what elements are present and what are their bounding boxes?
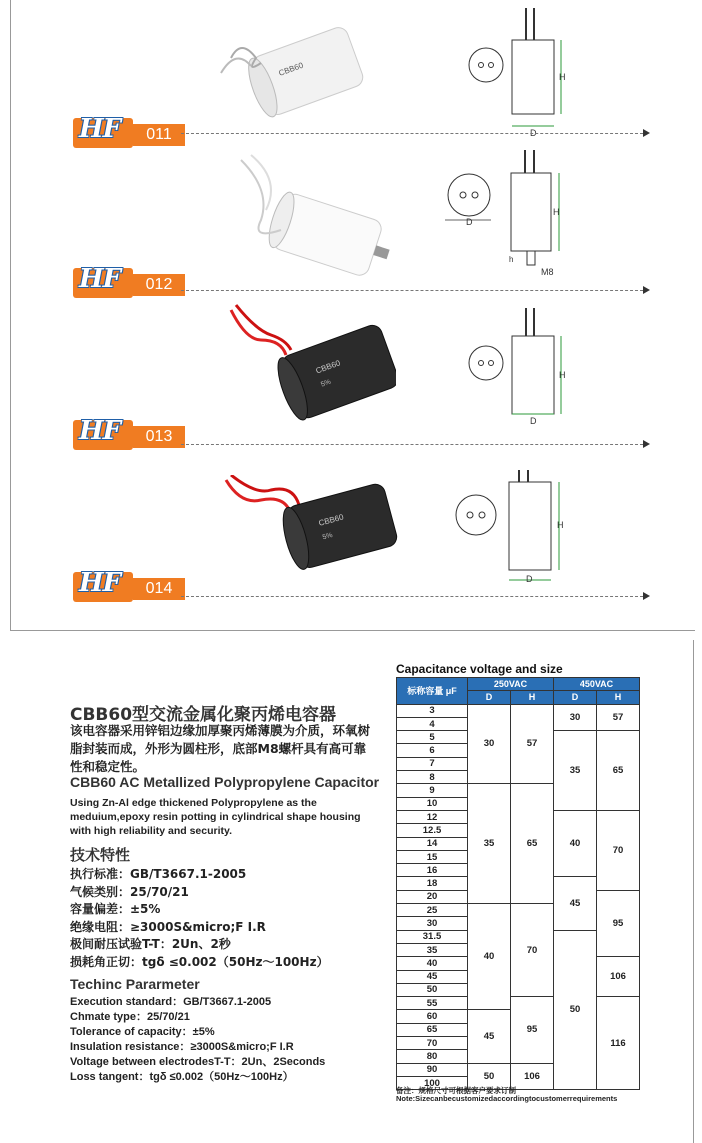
d250-cell: 45 <box>468 1010 511 1063</box>
capacitance-cell: 35 <box>397 943 468 956</box>
spec-line: Voltage between electrodesT-T：2Un、2Seconds <box>70 1056 326 1069</box>
h250-cell: 65 <box>511 784 554 904</box>
capacitance-cell: 5 <box>397 731 468 744</box>
dimension-drawing-012 <box>441 150 641 290</box>
capacitance-cell: 12.5 <box>397 824 468 837</box>
model-badge: HF 011 <box>73 118 183 148</box>
capacitor-photo-011 <box>201 18 371 138</box>
svg-text:5%: 5% <box>321 531 334 542</box>
svg-text:D: D <box>526 574 533 584</box>
capacitance-cell: 20 <box>397 890 468 903</box>
capacitance-cell: 45 <box>397 970 468 983</box>
capacitance-cell: 16 <box>397 864 468 877</box>
spec-line: 极间耐压试验T-T：2Un、2秒 <box>70 937 231 952</box>
title-cn: CBB60型交流金属化聚丙烯电容器 <box>70 705 337 725</box>
capacitance-cell: 6 <box>397 744 468 757</box>
d250-cell: 35 <box>468 784 511 904</box>
model-badge: HF 013 <box>73 420 183 450</box>
svg-text:H: H <box>557 520 564 530</box>
d450-cell: 40 <box>554 810 597 876</box>
capacitance-cell: 50 <box>397 983 468 996</box>
capacitance-cell: 60 <box>397 1010 468 1023</box>
h250-cell: 95 <box>511 997 554 1063</box>
capacitance-cell: 31.5 <box>397 930 468 943</box>
capacitance-cell: 65 <box>397 1023 468 1036</box>
svg-text:H: H <box>559 370 566 380</box>
spec-line: Insulation resistance：≥3000S&micro;F I.R <box>70 1041 294 1054</box>
note-en: Note:Sizecanbecustomizedaccordingtocustomerrequirements <box>396 1094 618 1103</box>
dim-d-label: D <box>530 128 537 138</box>
capacitor-photo-014 <box>221 475 401 585</box>
dimension-drawing-013 <box>461 308 661 438</box>
svg-text:M8: M8 <box>541 267 554 277</box>
d450-cell: 45 <box>554 877 597 930</box>
h450-cell: 65 <box>597 731 640 811</box>
model-badge: HF 012 <box>73 268 183 298</box>
d250-cell: 50 <box>468 1063 511 1090</box>
d450-cell: 30 <box>554 704 597 731</box>
header-capacitance: 标称容量 μF <box>397 678 468 705</box>
divider-line <box>181 444 643 445</box>
header-h: H <box>597 691 640 704</box>
svg-text:CBB60: CBB60 <box>314 358 342 376</box>
svg-text:h: h <box>509 255 514 264</box>
svg-text:CBB60: CBB60 <box>317 512 345 528</box>
spec-line: Tolerance of capacity：±5% <box>70 1026 215 1039</box>
h250-cell: 70 <box>511 904 554 997</box>
body-en: Using Zn-Al edge thickened Polypropylene as the meduium,epoxy resin potting in cylindrical shape housing with high reliability and security. <box>70 797 361 837</box>
spec-line: 气候类别：25/70/21 <box>70 884 189 899</box>
capacitor-photo-012 <box>221 150 391 280</box>
model-badge: HF 014 <box>73 572 183 602</box>
capacitance-cell: 18 <box>397 877 468 890</box>
tech-specs-en <box>70 995 325 1086</box>
capacitance-cell: 14 <box>397 837 468 850</box>
capacitance-cell: 90 <box>397 1063 468 1076</box>
svg-text:CBB60: CBB60 <box>277 60 305 78</box>
body-cn: 该电容器采用锌铝边缘加厚聚丙烯薄膜为介质，环氧树脂封装而成，外形为圆柱形，底部M8螺杆具有高可靠性和稳定性。 <box>70 723 371 774</box>
capacitance-cell: 80 <box>397 1050 468 1063</box>
product-panel <box>10 0 695 631</box>
capacitance-cell: 40 <box>397 957 468 970</box>
h450-cell: 57 <box>597 704 640 731</box>
arrow-icon <box>643 440 650 448</box>
capacitance-cell: 25 <box>397 904 468 917</box>
capacitance-cell: 55 <box>397 997 468 1010</box>
capacitance-cell: 7 <box>397 757 468 770</box>
note-cn: 备注：规格尺寸可根据客户要求订制 <box>396 1086 516 1095</box>
spec-line: 执行标准：GB/T3667.1-2005 <box>70 867 247 881</box>
capacitance-cell: 3 <box>397 704 468 717</box>
divider-line <box>181 290 643 291</box>
h450-cell: 106 <box>597 957 640 997</box>
capacitance-cell: 70 <box>397 1037 468 1050</box>
capacitance-cell: 100 <box>397 1076 468 1089</box>
arrow-icon <box>643 286 650 294</box>
spec-line: 损耗角正切：tgδ ≤0.002（50Hz～100Hz） <box>70 954 329 969</box>
header-250v: 250VAC <box>468 678 554 691</box>
d450-cell: 50 <box>554 930 597 1090</box>
spec-line: Execution standard：GB/T3667.1-2005 <box>70 996 272 1008</box>
divider-line <box>181 133 643 134</box>
table-title: Capacitance voltage and size <box>396 662 563 676</box>
svg-text:H: H <box>553 207 560 217</box>
svg-text:5%: 5% <box>320 378 332 389</box>
spec-line: 绝缘电阻：≥3000S&micro;F I.R <box>70 919 266 934</box>
capacitance-cell: 9 <box>397 784 468 797</box>
h450-cell: 95 <box>597 890 640 956</box>
tech-heading-cn: 技术特性 <box>70 846 131 864</box>
tech-specs-cn <box>70 866 329 972</box>
d450-cell: 35 <box>554 731 597 811</box>
header-d: D <box>554 691 597 704</box>
capacitance-cell: 30 <box>397 917 468 930</box>
frame-line <box>693 640 694 1143</box>
capacitance-cell: 15 <box>397 850 468 863</box>
d250-cell: 40 <box>468 904 511 1010</box>
capacitance-cell: 8 <box>397 771 468 784</box>
title-en: CBB60 AC Metallized Polypropylene Capacitor <box>70 774 380 790</box>
svg-text:D: D <box>466 217 473 227</box>
capacitance-cell: 4 <box>397 717 468 730</box>
tech-heading-en: Techinc Pararmeter <box>70 976 200 992</box>
spec-line: 容量偏差：±5% <box>70 902 161 917</box>
capacitor-photo-013 <box>226 300 396 430</box>
header-d: D <box>468 691 511 704</box>
table-note <box>396 1087 617 1103</box>
h250-cell: 106 <box>511 1063 554 1090</box>
divider-line <box>181 596 643 597</box>
svg-text:D: D <box>530 416 537 426</box>
arrow-icon <box>643 129 650 137</box>
dimension-drawing-014 <box>451 470 651 600</box>
capacitance-cell: 10 <box>397 797 468 810</box>
h450-cell: 70 <box>597 810 640 890</box>
table-row <box>397 997 640 1010</box>
spec-line: Chmate type：25/70/21 <box>70 1011 190 1024</box>
h250-cell: 57 <box>511 704 554 784</box>
dimension-drawing-011 <box>461 8 661 138</box>
header-h: H <box>511 691 554 704</box>
arrow-icon <box>643 592 650 600</box>
spec-line: Loss tangent：tgδ ≤0.002（50Hz～100Hz） <box>70 1071 294 1084</box>
capacitance-table <box>396 677 640 1090</box>
dim-h-label: H <box>559 72 566 82</box>
h450-cell: 116 <box>597 997 640 1090</box>
table-row <box>397 704 640 717</box>
header-450v: 450VAC <box>554 678 640 691</box>
d250-cell: 30 <box>468 704 511 784</box>
capacitance-cell: 12 <box>397 810 468 823</box>
